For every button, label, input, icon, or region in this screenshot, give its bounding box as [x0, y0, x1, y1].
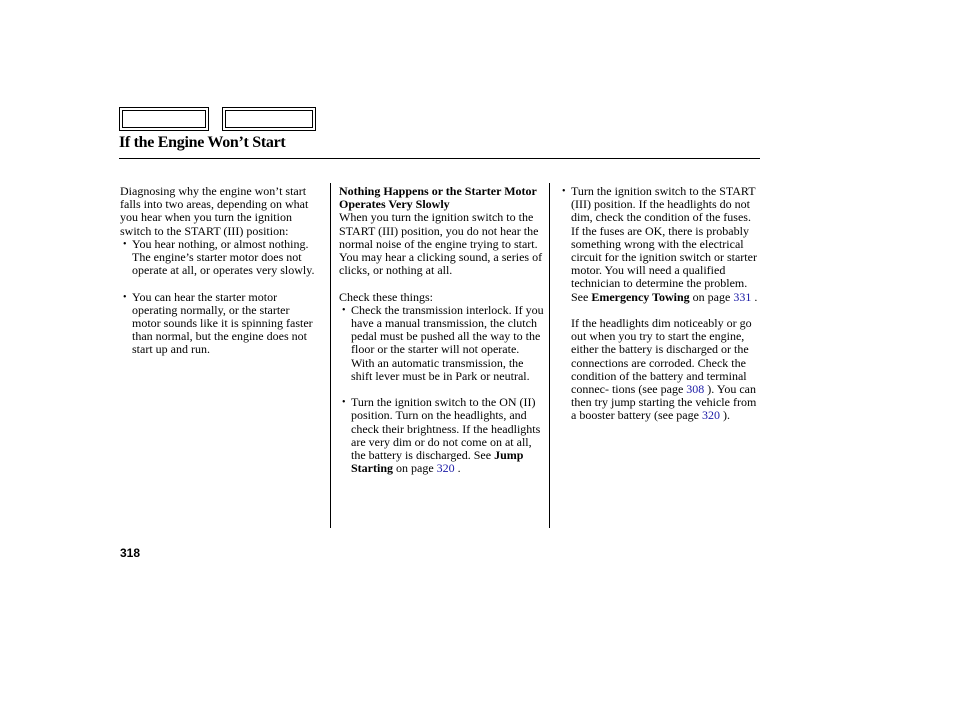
column-3 [571, 185, 761, 423]
list-item [562, 185, 761, 304]
paragraph-text: If the headlights dim noticeably or go out when you try to start the engine, either the battery is discharged or the connections are corroded. Check the condition of the battery and terminal connec- tions (see page [571, 316, 752, 397]
on-page-text: on page [396, 461, 434, 476]
section-paragraph: When you turn the ignition switch to the START (III) position, you do not hear the normal noise of the engine trying to start. You may hear a clicking sound, a series of clicks, or nothing at all. [339, 210, 543, 278]
column-divider-1 [330, 183, 331, 528]
section-heading: Nothing Happens or the Starter Motor Operates Very Slowly [339, 184, 537, 212]
list-item-text: Turn the ignition switch to the ON (II) position. Turn on the headlights, and check their brightness. If the headlights are very dim or do not come on at all, the battery is discharged. See [351, 395, 541, 463]
paragraph-text: ). You can then try jump starting the vehicle from a booster battery (see page [571, 382, 757, 423]
on-page-text: on page [692, 289, 731, 304]
title-rule [119, 158, 760, 159]
page-link[interactable]: 320 [701, 408, 720, 423]
list-item: • You hear nothing, or almost nothing. The engine’s starter motor does not operate at all, or operates very slowly. [120, 238, 320, 278]
column-divider-2 [549, 183, 550, 528]
column-1 [120, 185, 320, 357]
page-title: If the Engine Won’t Start [119, 134, 286, 151]
reference-title: Jump Starting [351, 448, 524, 476]
sentence-end: . [457, 461, 461, 476]
reference-title: Emergency Towing [591, 289, 690, 304]
column-2 [339, 185, 544, 475]
list-item: • Check the transmission interlock. If you have a manual transmission, the clutch pedal must be pushed all the way to the floor or the starter will not operate. With an automatic transmission, the shift lever must be in Park or neutral. [339, 304, 544, 383]
intro-paragraph: Diagnosing why the engine won’t start falls into two areas, depending on what you hear when you turn the ignition switch to the START (III) position: [120, 184, 309, 238]
sentence-end: . [754, 289, 758, 304]
nav-button-previous[interactable] [119, 107, 209, 131]
check-label: Check these things: [339, 289, 433, 304]
page-link[interactable]: 331 [733, 289, 752, 304]
list-item [339, 396, 544, 475]
page-number: 318 [120, 546, 141, 560]
paragraph-text: ). [722, 408, 730, 423]
list-item-text: Turn the ignition switch to the START (III) position. If the headlights do not dim, check the condition of the fuses. If the fuses are OK, there is probably something wrong with the electrical circuit for the ignition switch or starter motor. You will need a qualified technician to determine the problem. See [571, 184, 757, 304]
page-link[interactable]: 320 [436, 461, 455, 476]
nav-button-contents[interactable] [222, 107, 316, 131]
list-item: • You can hear the starter motor operating normally, or the starter motor sounds like it is spinning faster than normal, but the engine does not start up and run. [120, 291, 320, 357]
section-paragraph [571, 317, 761, 423]
page-link[interactable]: 308 [686, 382, 705, 397]
